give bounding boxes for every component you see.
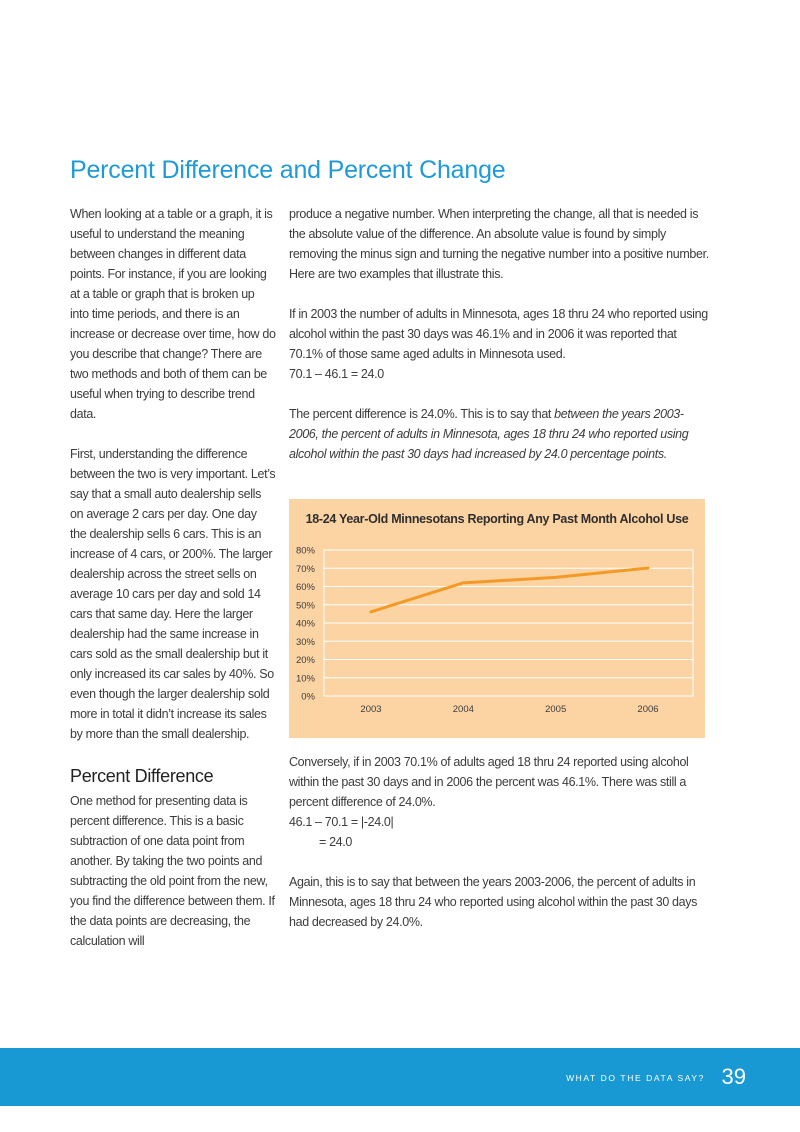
page-title: Percent Difference and Percent Change xyxy=(70,156,506,184)
chart-plot xyxy=(289,499,705,738)
dealership-example-paragraph: First, understanding the difference between the two is very important. Let’s say that a small auto dealership sells on average 2 cars per day. One day the dealership sells 6 cars. This is an increase of 4 cars, or 200%. The larger dealership across the street sells on average 10 cars per day and sold 14 cars that same day. Here the larger dealership had the same increase in cars sold as the small dealership but it only increased its car sales by 40%. So even though the larger dealership sold more in total it didn’t increase its sales by more than the small dealership. xyxy=(70,447,276,741)
equation-2-line-2: = 24.0 xyxy=(319,835,353,849)
example-2-paragraph: Conversely, if in 2003 70.1% of adults aged 18 thru 24 reported using alcohol within the past 30 days and in 2006 the percent was 46.1%. There was still a percent difference of 24.0%. xyxy=(289,755,689,809)
footer-section-label: WHAT DO THE DATA SAY? xyxy=(566,1073,705,1083)
example-2-conclusion: Again, this is to say that between the years 2003-2006, the percent of adults in Minnesota, ages 18 thru 24 who reported using alcohol within the past 30 days had decreased by 24.0%. xyxy=(289,875,698,929)
chart-y-tick-label: 40% xyxy=(295,618,315,630)
chart-y-tick-label: 30% xyxy=(295,636,315,648)
chart-y-tick-label: 20% xyxy=(295,655,315,666)
chart-y-tick-label: 60% xyxy=(295,582,315,593)
conclusion-plain-text: The percent difference is 24.0%. This is to say that xyxy=(289,407,555,421)
percent-difference-paragraph: One method for presenting data is percent difference. This is a basic subtraction of one data point from another. By taking the two points and subtracting the old point from the new, you find the difference between them. If the data points are decreasing, the calculation will xyxy=(70,794,275,948)
equation-2-line-1: 46.1 – 70.1 = |-24.0| xyxy=(289,815,394,829)
chart-y-tick-label: 0% xyxy=(301,691,315,703)
conclusion-italic-text: between the years 2003-2006, the percent of adults in Minnesota, ages 18 thru 24 who reported using alcohol within the past 30 days had increased by 24.0 percentage points. xyxy=(289,407,689,461)
chart-title: 18-24 Year-Old Minnesotans Reporting Any Past Month Alcohol Use xyxy=(305,512,689,526)
chart-y-tick-label: 80% xyxy=(295,545,315,557)
chart-x-tick-label: 2006 xyxy=(637,704,659,715)
chart-x-tick-label: 2003 xyxy=(360,704,382,715)
chart-x-tick-label: 2004 xyxy=(452,704,474,715)
equation-1: 70.1 – 46.1 = 24.0 xyxy=(289,367,384,381)
absolute-value-paragraph: produce a negative number. When interpreting the change, all that is needed is the absolute value of the difference. An absolute value is found by simply removing the minus sign and turning the negative number into a positive number. Here are two examples that illustrate this. xyxy=(289,207,709,281)
footer-bar xyxy=(0,1048,800,1106)
example-1-paragraph: If in 2003 the number of adults in Minnesota, ages 18 thru 24 who reported using alcohol within the past 30 days was 46.1% and in 2006 it was reported that 70.1% of those same aged adults in Minnesota used. xyxy=(289,307,708,361)
left-column xyxy=(70,204,276,951)
page-number: 39 xyxy=(721,1064,746,1089)
example-1-conclusion xyxy=(289,404,709,464)
chart-y-tick-label: 50% xyxy=(295,600,315,612)
percent-difference-heading: Percent Difference xyxy=(70,766,214,786)
chart-x-tick-label: 2005 xyxy=(545,704,567,715)
chart-y-tick-label: 70% xyxy=(295,563,315,575)
alcohol-use-chart xyxy=(289,499,705,738)
intro-paragraph: When looking at a table or a graph, it is useful to understand the meaning between changes in different data points. For instance, if you are looking at a table or graph that is broken up into time periods, and there is an increase or decrease over time, how do you describe that change? There are two methods and both of them can be useful when trying to describe trend data. xyxy=(70,207,276,421)
chart-series-line xyxy=(371,568,648,612)
chart-y-tick-label: 10% xyxy=(295,673,315,685)
